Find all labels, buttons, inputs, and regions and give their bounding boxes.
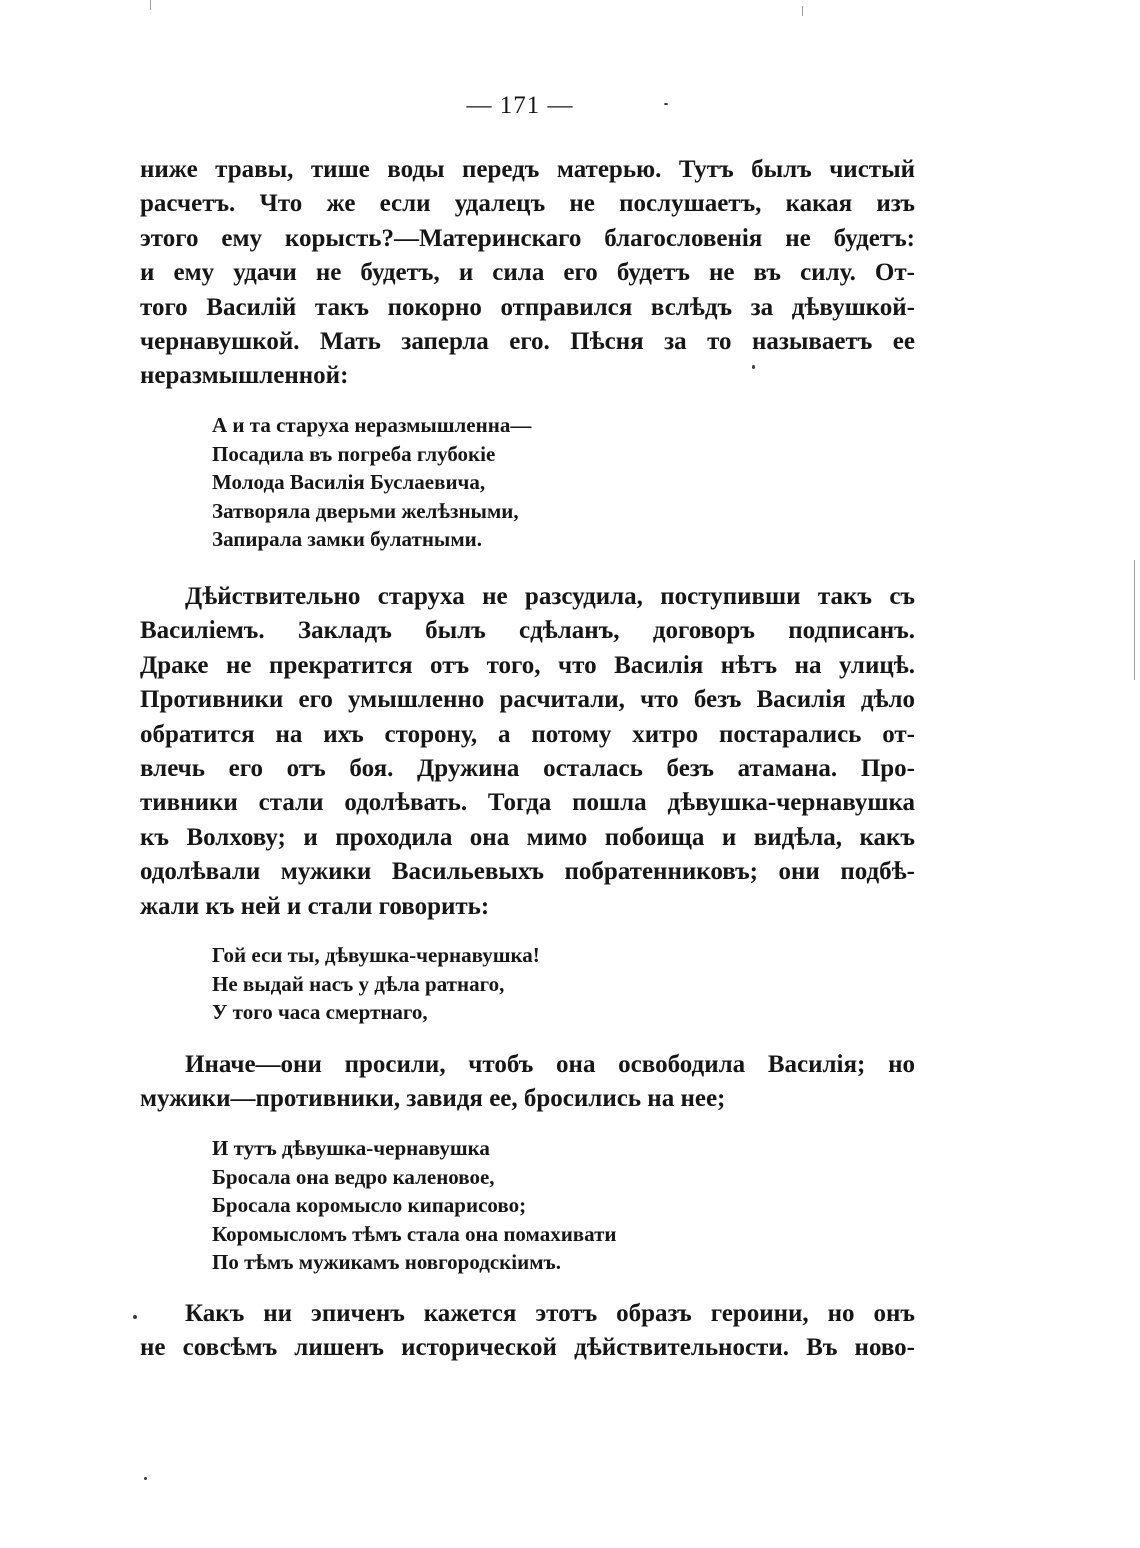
- verse-line: Затворяла дверьми желѣзными,: [212, 498, 519, 523]
- verse-quote-2: [212, 941, 540, 1027]
- text-line: и ему удачи не будетъ, и сила его будетъ не въ силу. От-: [140, 259, 915, 287]
- verse-line: Запирала замки булатными.: [212, 527, 482, 552]
- verse-line: А и та старуха неразмышленна—: [212, 413, 532, 437]
- scan-speck: [144, 1477, 147, 1480]
- paragraph-1: [140, 153, 915, 394]
- paragraph-2: [140, 580, 915, 924]
- verse-quote-3: [212, 1134, 617, 1277]
- text-line: чернавушкой. Мать заперла его. Пѣсня за то называетъ ее: [140, 327, 915, 355]
- scan-edge-mark: [1134, 560, 1135, 680]
- verse-line: Не выдай насъ у дѣла ратнаго,: [212, 971, 505, 996]
- text-line: Противники его умышленно расчитали, что безъ Василія дѣло: [140, 686, 915, 714]
- verse-line: По тѣмъ мужикамъ новгородскіимъ.: [212, 1250, 562, 1275]
- text-line: обратится на ихъ сторону, а потому хитро постарались от-: [140, 720, 915, 748]
- verse-line: Посадила въ погреба глубокіе: [212, 441, 496, 466]
- text-line: одолѣвали мужики Васильевыхъ побратенниковъ; они подбѣ-: [140, 858, 915, 886]
- text-line: къ Волхову; и проходила она мимо побоища и видѣла, какъ: [140, 823, 915, 851]
- scan-speck: [664, 103, 668, 105]
- scan-edge-mark: [802, 6, 803, 16]
- scan-edge-mark: [150, 0, 151, 10]
- scan-speck: [133, 1315, 137, 1319]
- text-line: расчетъ. Что же если удалецъ не послушаетъ, какая изъ: [140, 190, 915, 218]
- verse-line: Бросала коромысло кипарисово;: [212, 1193, 527, 1218]
- paragraph-4: [140, 1297, 915, 1366]
- verse-line: У того часа смертнаго,: [212, 1000, 428, 1025]
- text-line: ниже травы, тише воды передъ матерью. Тутъ былъ чистый: [140, 156, 915, 183]
- text-line: того Василій такъ покорно отправился вслѣдъ за дѣвушкой-: [140, 293, 915, 321]
- page-number: — 171 —: [466, 92, 574, 119]
- text-line: этого ему корысть?—Материнскаго благословенія не будетъ:: [140, 224, 915, 252]
- text-line: Драке не прекратится отъ того, что Василія нѣтъ на улицѣ.: [140, 651, 915, 679]
- verse-line: Молода Василія Буслаевича,: [212, 470, 486, 495]
- text-line: Василіемъ. Закладъ былъ сдѣланъ, договоръ подписанъ.: [140, 617, 915, 645]
- text-line: неразмышленной:: [140, 362, 349, 390]
- text-line: влечь его отъ боя. Дружина осталась безъ атамана. Про-: [140, 754, 915, 782]
- text-line: Иначе—они просили, чтобъ она освободила Василія; но: [185, 1051, 915, 1078]
- verse-line: Бросала она ведро каленовое,: [212, 1164, 495, 1189]
- verse-quote-1: [212, 411, 531, 554]
- text-line: Какъ ни эпиченъ кажется этотъ образъ героини, но онъ: [185, 1300, 915, 1327]
- text-line: не совсѣмъ лишенъ исторической дѣйствительности. Въ ново-: [140, 1334, 915, 1362]
- text-line: жали къ ней и стали говорить:: [140, 892, 490, 920]
- scan-speck: [752, 365, 755, 369]
- text-line: Дѣйствительно старуха не разсудила, поступивши такъ съ: [185, 583, 915, 610]
- verse-line: И тутъ дѣвушка-чернавушка: [212, 1136, 490, 1160]
- paragraph-3: [140, 1048, 915, 1117]
- text-line: тивники стали одолѣвать. Тогда пошла дѣвушка-чернавушка: [140, 789, 915, 817]
- verse-line: Коромысломъ тѣмъ стала она помахивати: [212, 1221, 617, 1246]
- verse-line: Гой еси ты, дѣвушка-чернавушка!: [212, 943, 540, 967]
- text-line: мужики—противники, завидя ее, бросились на нее;: [140, 1085, 726, 1113]
